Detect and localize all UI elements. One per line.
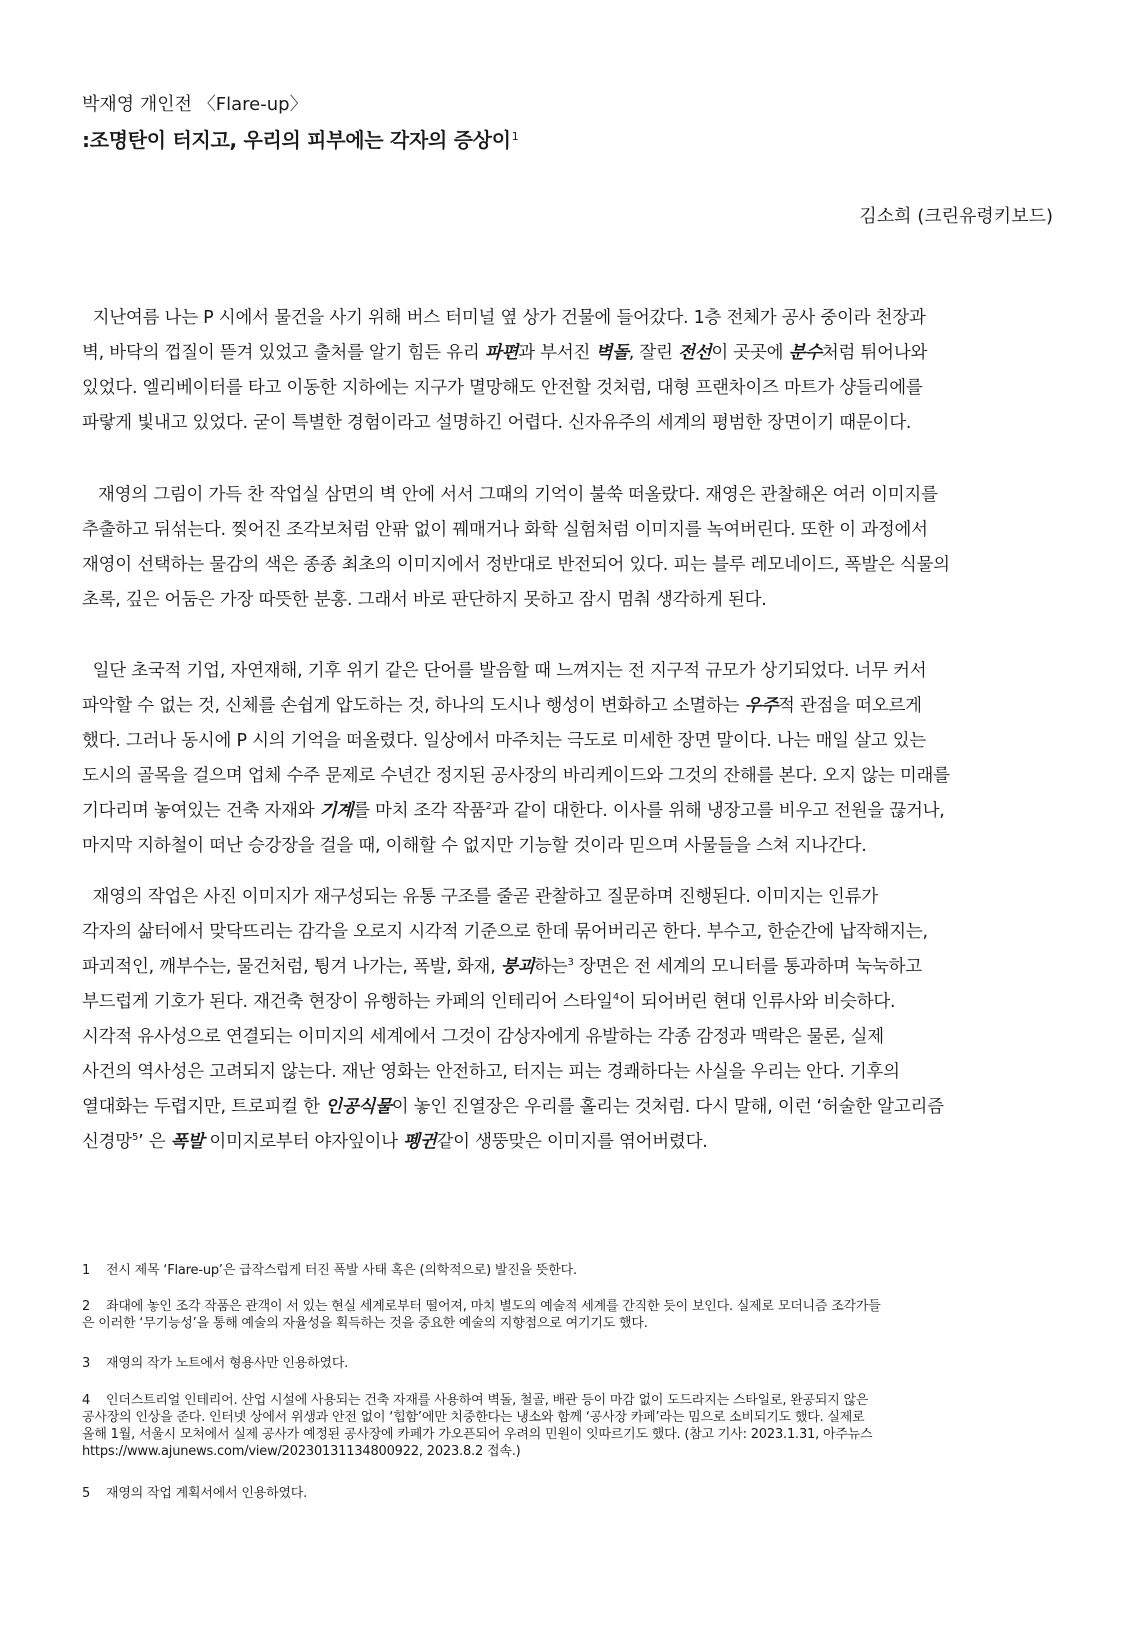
footnote-ref: 3 — [567, 957, 574, 968]
text-line: 마지막 지하철이 떠난 승강장을 걸을 때, 이해할 수 없지만 기능할 것이라 믿으며 사물들을 스쳐 지나간다. — [82, 836, 867, 856]
paragraph-2 — [82, 478, 1067, 618]
text-line: 파랗게 빛내고 있었다. 굳이 특별한 경험이라고 설명하긴 어렵다. 신자유주의 세계의 평범한 장면이기 때문이다. — [82, 413, 912, 433]
footnote-ref: 2 — [485, 801, 492, 812]
exhibition-subtitle: 박재영 개인전 〈Flare-up〉 — [82, 94, 308, 115]
footnote-ref: 1 — [511, 130, 519, 143]
text-line: 각자의 삶터에서 맞닥뜨리는 감각을 오로지 시각적 기준으로 한데 묶어버리곤 한다. 부수고, 한순간에 납작해지는, — [82, 922, 928, 942]
footnote-line: 3 재영의 작가 노트에서 형용사만 인용하였다. — [82, 1356, 349, 1371]
footnote-line: 은 이러한 ‘무기능성’을 통해 예술의 자율성을 획득하는 것을 중요한 예술의 지향점으로 여기기도 했다. — [82, 1316, 648, 1331]
emphasized-word: 폭발 — [170, 1132, 204, 1152]
emphasized-word: 전선 — [678, 343, 712, 363]
footnote — [82, 1262, 1062, 1279]
footnote-ref: 4 — [612, 992, 619, 1003]
footnote-number: 3 — [82, 1356, 91, 1371]
text-line: 도시의 골목을 걸으며 업체 수주 문제로 수년간 정지된 공사장의 바리케이드와 그것의 잔해를 본다. 오지 않는 미래를 — [82, 766, 950, 786]
footnote-line: https://www.ajunews.com/view/20230131134800922, 2023.8.2 접속.) — [82, 1444, 521, 1459]
text-line: 벽, 바닥의 껍질이 뜯겨 있었고 출처를 알기 힘든 유리 파편과 부서진 벽돌, 잘린 전선이 곳곳에 분수처럼 튀어나와 — [82, 343, 928, 363]
text-line: 파괴적인, 깨부수는, 물건처럼, 튕겨 나가는, 폭발, 화재, 붕괴하는$^3$ 장면은 전 세계의 모니터를 통과하며 눅눅하고 — [82, 957, 922, 977]
author-byline: 김소희 (크린유령키보드) — [859, 206, 1053, 227]
footnote-line: 올해 1월, 서울시 모처에서 실제 공사가 예정된 공사장에 카페가 가오픈되어 우려의 민원이 잇따르기도 했다. (참고 기사: 2023.1.31, 아주뉴스 — [82, 1427, 873, 1442]
emphasized-word: 기계 — [319, 801, 354, 821]
footnote-number: 1 — [82, 1263, 91, 1278]
footnote-line: 공사장의 인상을 준다. 인터넷 상에서 위생과 안전 없이 ‘힙함’에만 치중한다는 냉소와 함께 ‘공사장 카페’라는 밈으로 소비되기도 했다. 실제로 — [82, 1410, 865, 1425]
text-line: 재영이 선택하는 물감의 색은 종종 최초의 이미지에서 정반대로 반전되어 있다. 피는 블루 레모네이드, 폭발은 식물의 — [82, 555, 950, 575]
footnote-line: 2 좌대에 놓인 조각 작품은 관객이 서 있는 현실 세계로부터 떨어져, 마치 별도의 예술적 세계를 간직한 듯이 보인다. 실제로 모더니즘 조각가들 — [82, 1299, 881, 1314]
footnote-number: 4 — [82, 1393, 91, 1408]
text-line: 추출하고 뒤섞는다. 찢어진 조각보처럼 안팎 없이 꿰매거나 화학 실험처럼 이미지를 녹여버린다. 또한 이 과정에서 — [82, 520, 928, 540]
emphasized-word: 분수 — [788, 343, 822, 363]
emphasized-word: 벽돌 — [595, 343, 629, 363]
text-line: 일단 초국적 기업, 자연재해, 기후 위기 같은 단어를 발음할 때 느껴지는 전 지구적 규모가 상기되었다. 너무 커서 — [82, 661, 927, 681]
essay-title-text: :조명탄이 터지고, 우리의 피부에는 각자의 증상이 — [82, 128, 511, 152]
text-line: 했다. 그러나 동시에 P 시의 기억을 떠올렸다. 일상에서 마주치는 극도로 미세한 장면 말이다. 나는 매일 살고 있는 — [82, 731, 927, 751]
emphasized-word: 붕괴 — [500, 957, 535, 977]
text-line: 기다리며 놓여있는 건축 자재와 기계를 마치 조각 작품$^2$과 같이 대한다. 이사를 위해 냉장고를 비우고 전원을 끊거나, — [82, 801, 945, 821]
text-line: 파악할 수 없는 것, 신체를 손쉽게 압도하는 것, 하나의 도시나 행성이 변화하고 소멸하는 우주적 관점을 떠오르게 — [82, 696, 922, 716]
emphasized-word: 우주 — [744, 696, 778, 716]
footnote-line: 1 전시 제목 ‘Flare-up’은 급작스럽게 터진 폭발 사태 혹은 (의학적으로) 발진을 뜻한다. — [82, 1263, 577, 1278]
emphasized-word: 인공식물 — [325, 1097, 392, 1117]
text-line: 신경망$^5$’ 은 폭발 이미지로부터 야자잎이나 펭귄같이 생뚱맞은 이미지를 엮어버렸다. — [82, 1132, 708, 1152]
footnote-ref: 5 — [131, 1132, 139, 1143]
text-line: 지난여름 나는 P 시에서 물건을 사기 위해 버스 터미널 옆 상가 건물에 들어갔다. 1층 전체가 공사 중이라 천장과 — [82, 308, 926, 328]
footnote-line: 4 인더스트리얼 인테리어. 산업 시설에 사용되는 건축 자재를 사용하여 벽돌, 철골, 배관 등이 마감 없이 도드라지는 스타일로, 완공되지 않은 — [82, 1393, 869, 1408]
text-line: 있었다. 엘리베이터를 타고 이동한 지하에는 지구가 멸망해도 안전할 것처럼, 대형 프랜차이즈 마트가 샹들리에를 — [82, 378, 923, 398]
emphasized-word: 파편 — [484, 343, 519, 363]
footnote-line: 5 재영의 작업 계획서에서 인용하였다. — [82, 1486, 308, 1501]
footnote — [82, 1392, 1062, 1460]
text-line: 열대화는 두렵지만, 트로피컬 한 인공식물이 놓인 진열장은 우리를 홀리는 것처럼. 다시 말해, 이런 ‘허술한 알고리즘 — [82, 1097, 944, 1117]
emphasized-word: 펭귄 — [403, 1132, 437, 1152]
paragraph-1 — [82, 301, 1067, 441]
text-line: 사건의 역사성은 고려되지 않는다. 재난 영화는 안전하고, 터지는 피는 경쾌하다는 사실을 우리는 안다. 기후의 — [82, 1062, 900, 1082]
footnote-number: 2 — [82, 1299, 91, 1314]
footnote-number: 5 — [82, 1486, 91, 1501]
footnote — [82, 1355, 1062, 1372]
text-line: 재영의 작업은 사진 이미지가 재구성되는 유통 구조를 줄곧 관찰하고 질문하며 진행된다. 이미지는 인류가 — [82, 887, 878, 907]
text-line: 재영의 그림이 가득 찬 작업실 삼면의 벽 안에 서서 그때의 기억이 불쑥 떠올랐다. 재영은 관찰해온 여러 이미지를 — [82, 485, 938, 505]
text-line: 초록, 깊은 어둠은 가장 따뜻한 분홍. 그래서 바로 판단하지 못하고 잠시 멈춰 생각하게 된다. — [82, 590, 767, 610]
footnote — [82, 1485, 1062, 1502]
paragraph-4 — [82, 880, 1067, 1160]
essay-title — [82, 127, 518, 153]
text-line: 부드럽게 기호가 된다. 재건축 현장이 유행하는 카페의 인테리어 스타일$^4$이 되어버린 현대 인류사와 비슷하다. — [82, 992, 896, 1012]
text-line: 시각적 유사성으로 연결되는 이미지의 세계에서 그것이 감상자에게 유발하는 각종 감정과 맥락은 물론, 실제 — [82, 1027, 884, 1047]
footnote — [82, 1298, 1062, 1332]
paragraph-3 — [82, 654, 1067, 864]
